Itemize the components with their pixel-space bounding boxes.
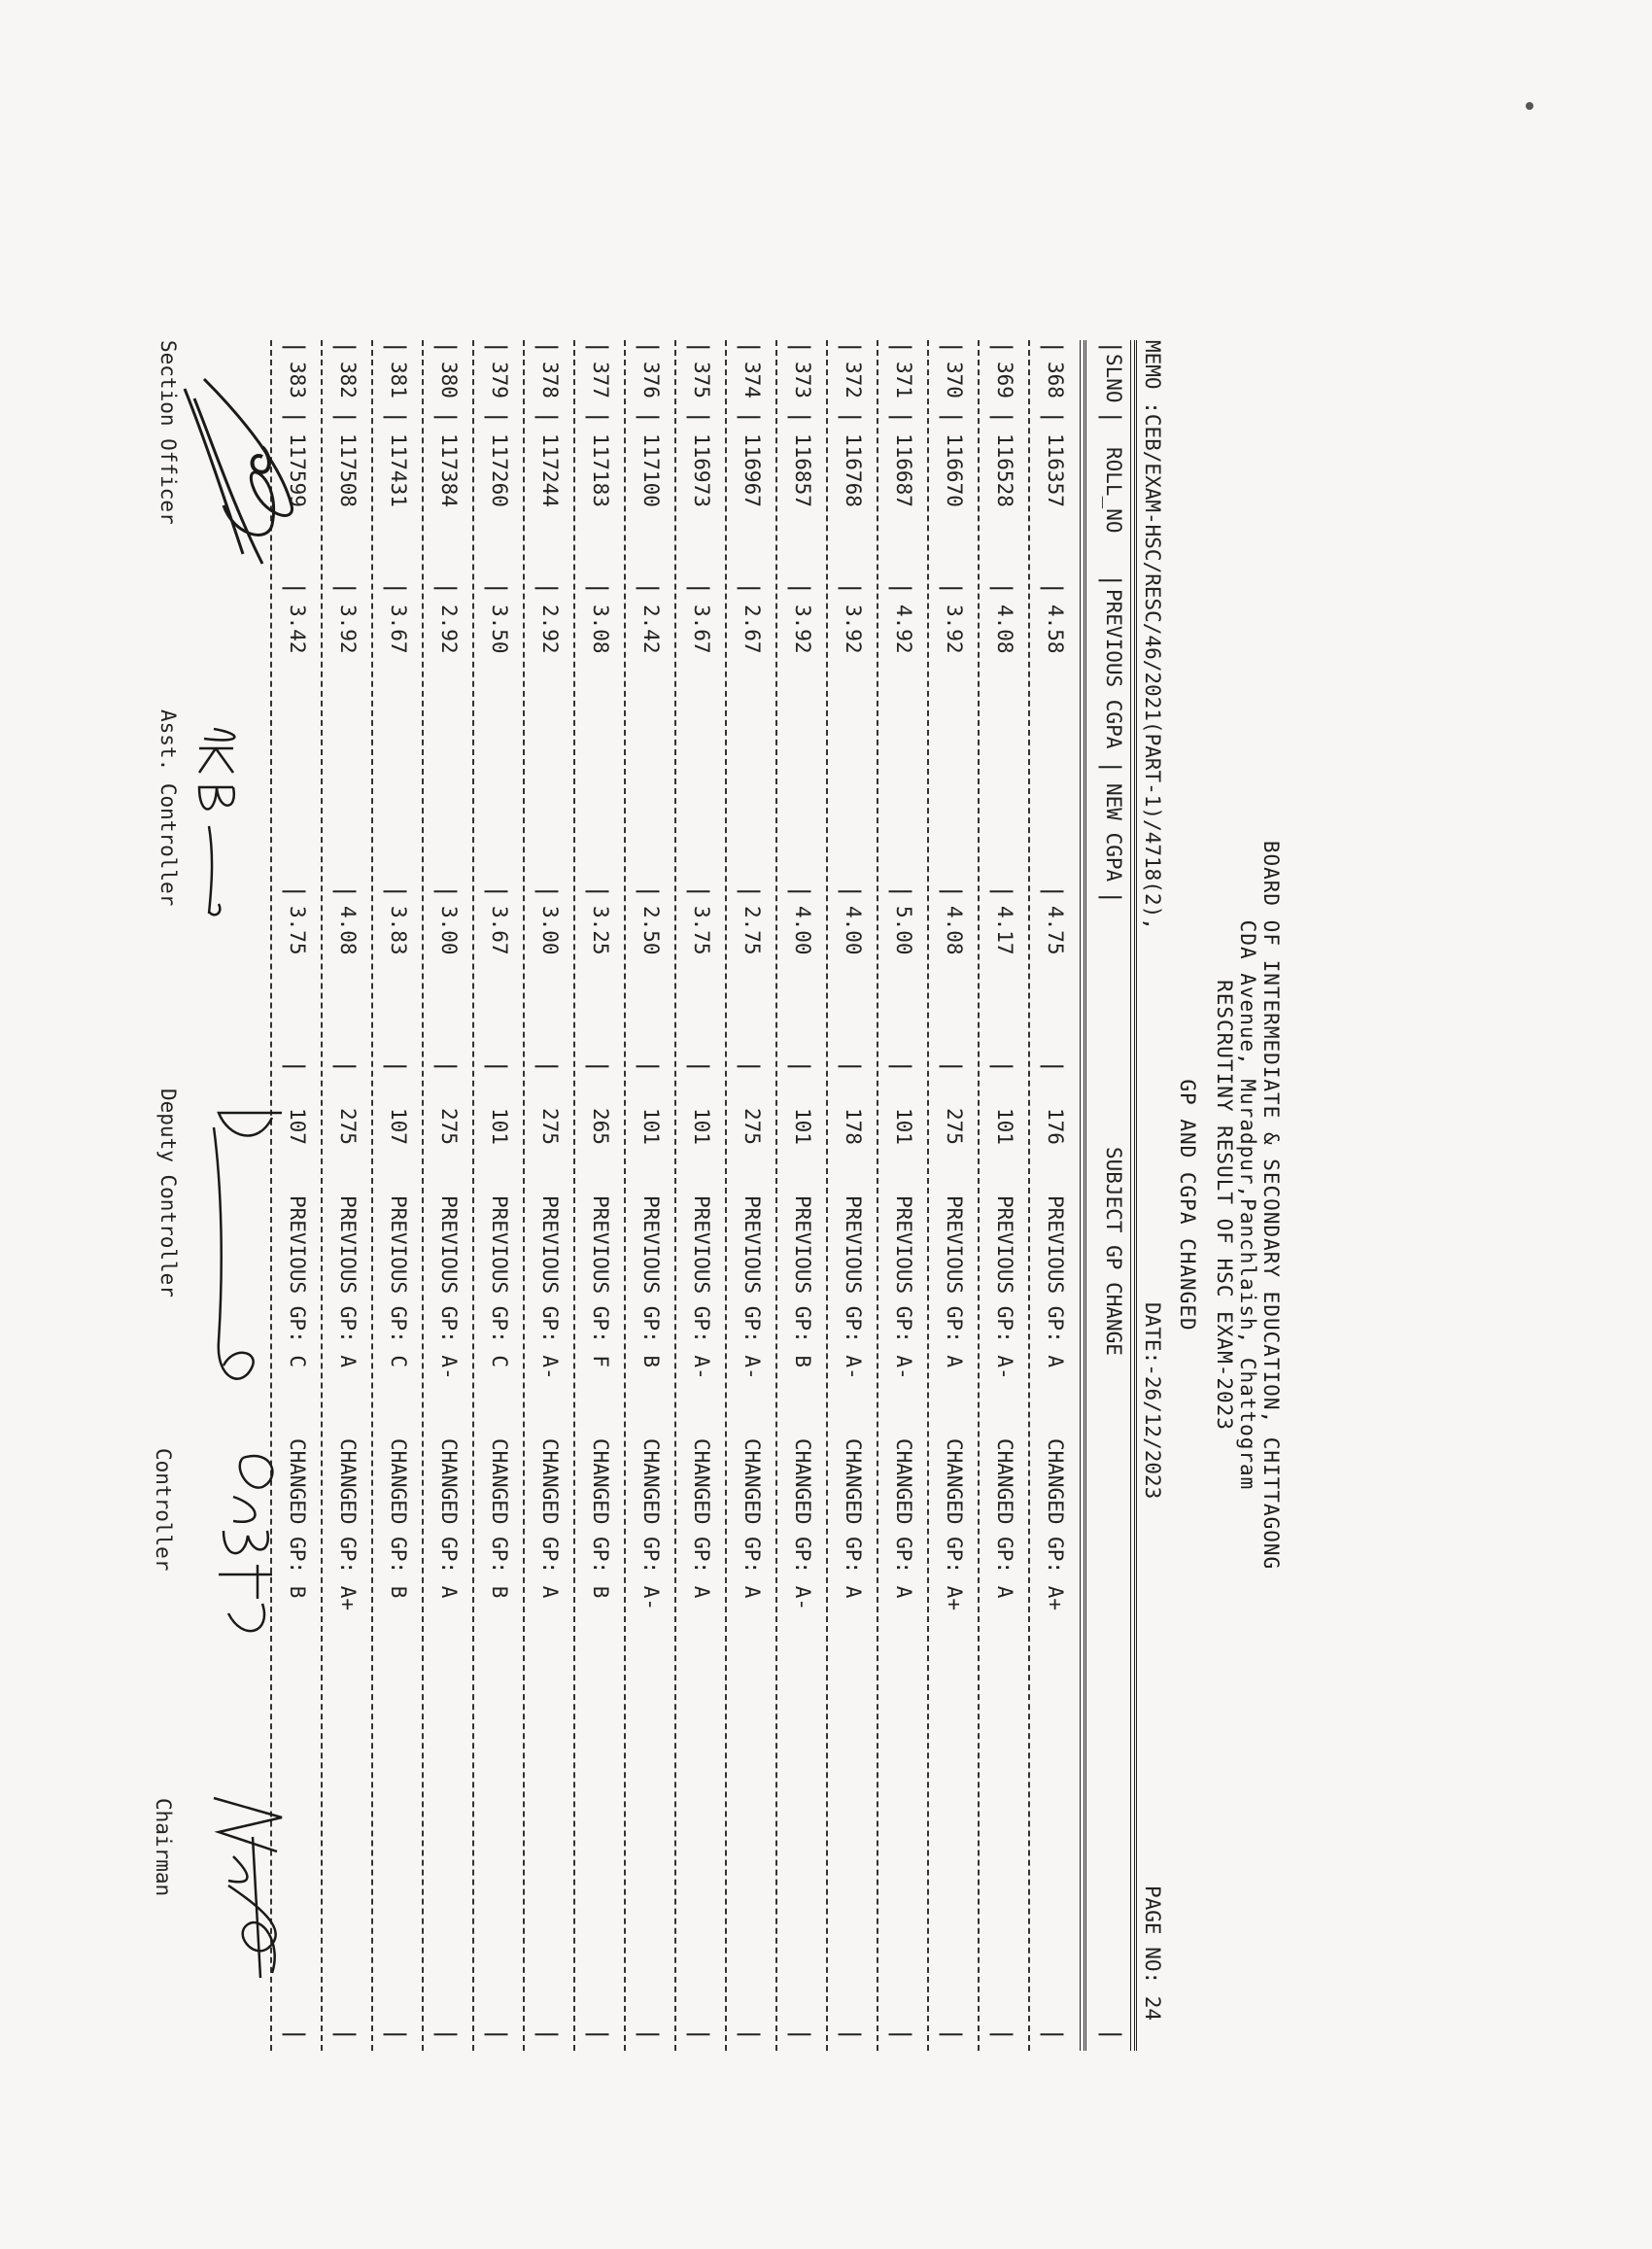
row-changed-gp: CHANGED GP: A- (639, 1438, 663, 1611)
column-divider: | (282, 581, 309, 596)
row-new-cgpa: 5.00 (892, 906, 915, 955)
column-divider: | (433, 2027, 461, 2042)
column-divider: | (737, 410, 764, 425)
row-divider (674, 340, 676, 2051)
column-divider: | (383, 581, 410, 596)
header-bottom-rule (1080, 340, 1086, 2051)
row-new-cgpa: 2.75 (740, 906, 764, 955)
asst-controller-signature (185, 719, 262, 933)
row-previous-cgpa: 4.08 (993, 605, 1016, 654)
row-divider (877, 340, 878, 2051)
row-subject-code: 101 (488, 1108, 511, 1145)
row-slno: 382 (336, 362, 360, 398)
row-divider (775, 340, 777, 2051)
row-new-cgpa: 3.00 (437, 906, 461, 955)
row-roll-no: 117431 (387, 433, 410, 507)
row-previous-cgpa: 3.92 (791, 605, 814, 654)
row-changed-gp: CHANGED GP: A+ (336, 1438, 360, 1611)
row-subject-code: 275 (336, 1108, 360, 1145)
row-new-cgpa: 3.83 (387, 906, 410, 955)
column-divider: | (1040, 1059, 1067, 1074)
row-previous-cgpa: 4.92 (892, 605, 915, 654)
column-divider: | (838, 340, 865, 355)
column-divider: | (888, 581, 915, 596)
board-title: BOARD OF INTERMEDIATE & SECONDARY EDUCATION, CHITTAGONG (1259, 840, 1283, 1571)
row-previous-gp: PREVIOUS GP: A- (538, 1195, 562, 1380)
column-divider: | (1040, 581, 1067, 596)
row-roll-no: 117100 (639, 433, 663, 507)
column-divider: | (686, 410, 713, 425)
column-divider: | (332, 1059, 360, 1074)
row-previous-gp: PREVIOUS GP: C (387, 1195, 410, 1368)
section-officer-signature (175, 360, 321, 583)
chairman-signature (185, 1779, 311, 1992)
row-subject-code: 176 (1044, 1108, 1067, 1145)
column-divider: | (939, 410, 966, 425)
row-previous-gp: PREVIOUS GP: F (589, 1195, 612, 1368)
row-changed-gp: CHANGED GP: B (286, 1438, 309, 1599)
row-divider (321, 340, 323, 2051)
page-subtitle: GP AND CGPA CHANGED (1176, 1079, 1199, 1332)
column-divider: | (433, 1059, 461, 1074)
column-divider: | (636, 884, 663, 899)
column-divider: | (433, 340, 461, 355)
row-subject-code: 107 (286, 1108, 309, 1145)
row-previous-cgpa: 3.92 (943, 605, 966, 654)
row-slno: 376 (639, 362, 663, 398)
column-divider: | (433, 884, 461, 899)
column-divider: | (534, 1059, 562, 1074)
col-subject-gp: SUBJECT GP CHANGE (1102, 1147, 1125, 1356)
column-divider: | (737, 884, 764, 899)
row-previous-gp: PREVIOUS GP: A (1044, 1195, 1067, 1368)
row-previous-cgpa: 3.42 (286, 605, 309, 654)
table-row (527, 340, 562, 2051)
column-divider: | (737, 340, 764, 355)
column-divider: | (838, 1059, 865, 1074)
row-new-cgpa: 3.75 (286, 906, 309, 955)
row-slno: 379 (488, 362, 511, 398)
row-slno: 370 (943, 362, 966, 398)
column-divider: | (787, 340, 814, 355)
row-new-cgpa: 4.08 (336, 906, 360, 955)
column-divider: | (332, 340, 360, 355)
column-divider: | (888, 410, 915, 425)
row-changed-gp: CHANGED GP: A+ (943, 1438, 966, 1611)
column-divider: | (838, 410, 865, 425)
column-divider: | (585, 410, 612, 425)
row-new-cgpa: 2.50 (639, 906, 663, 955)
column-divider: | (939, 340, 966, 355)
column-divider: | (989, 2027, 1016, 2042)
row-previous-cgpa: 2.42 (639, 605, 663, 654)
row-new-cgpa: 4.17 (993, 906, 1016, 955)
row-roll-no: 116670 (943, 433, 966, 507)
row-previous-gp: PREVIOUS GP: A (943, 1195, 966, 1368)
table-row (880, 340, 915, 2051)
column-divider: | (888, 884, 915, 899)
column-divider: | (484, 581, 511, 596)
column-divider: | (636, 410, 663, 425)
row-divider (422, 340, 424, 2051)
row-previous-cgpa: 3.92 (336, 605, 360, 654)
column-divider: | (939, 1059, 966, 1074)
column-divider: | (888, 340, 915, 355)
row-slno: 371 (892, 362, 915, 398)
row-roll-no: 116528 (993, 433, 1016, 507)
row-subject-code: 101 (690, 1108, 713, 1145)
column-divider: | (838, 2027, 865, 2042)
column-divider: | (939, 884, 966, 899)
row-changed-gp: CHANGED GP: B (589, 1438, 612, 1599)
table-row (729, 340, 764, 2051)
column-divider: | (636, 340, 663, 355)
row-changed-gp: CHANGED GP: A (538, 1438, 562, 1599)
row-divider (978, 340, 980, 2051)
col-roll: ROLL_NO (1102, 447, 1125, 534)
row-roll-no: 116967 (740, 433, 764, 507)
column-divider: | (282, 340, 309, 355)
row-roll-no: 117508 (336, 433, 360, 507)
column-divider: | (1040, 410, 1067, 425)
row-changed-gp: CHANGED GP: A- (791, 1438, 814, 1611)
row-slno: 375 (690, 362, 713, 398)
row-roll-no: 117244 (538, 433, 562, 507)
column-divider: | (433, 581, 461, 596)
row-previous-gp: PREVIOUS GP: A- (690, 1195, 713, 1380)
column-divider: | (787, 2027, 814, 2042)
column-divider: | (282, 884, 309, 899)
table-row (426, 340, 461, 2051)
column-divider: | (433, 410, 461, 425)
row-previous-cgpa: 3.92 (842, 605, 865, 654)
column-divider: | (737, 2027, 764, 2042)
column-divider: | (888, 2027, 915, 2042)
row-previous-gp: PREVIOUS GP: B (791, 1195, 814, 1368)
column-divider: | (383, 2027, 410, 2042)
row-changed-gp: CHANGED GP: A (740, 1438, 764, 1599)
table-row (779, 340, 814, 2051)
column-divider: | (737, 1059, 764, 1074)
memo-date: DATE:-26/12/2023 (1141, 1302, 1164, 1500)
column-divider: | (787, 1059, 814, 1074)
row-divider (371, 340, 373, 2051)
column-divider: | (888, 1059, 915, 1074)
row-divider (826, 340, 828, 2051)
row-subject-code: 275 (740, 1108, 764, 1145)
column-divider: | (787, 884, 814, 899)
column-divider: | (989, 410, 1016, 425)
row-divider (624, 340, 626, 2051)
column-divider: | (686, 884, 713, 899)
column-divider: | (636, 2027, 663, 2042)
result-title: RESCRUTINY RESULT OF HSC EXAM-2023 (1213, 980, 1236, 1431)
row-slno: 372 (842, 362, 865, 398)
row-roll-no: 116768 (842, 433, 865, 507)
row-changed-gp: CHANGED GP: A (993, 1438, 1016, 1599)
row-slno: 380 (437, 362, 461, 398)
section-officer-label: Section Officer (156, 340, 180, 525)
deputy-controller-signature (185, 1098, 311, 1419)
column-divider: | (838, 581, 865, 596)
table-row (678, 340, 713, 2051)
row-new-cgpa: 3.25 (589, 906, 612, 955)
row-divider (725, 340, 727, 2051)
column-divider: | (383, 340, 410, 355)
row-new-cgpa: 3.75 (690, 906, 713, 955)
column-divider: | (534, 581, 562, 596)
row-subject-code: 178 (842, 1108, 865, 1145)
row-previous-gp: PREVIOUS GP: C (488, 1195, 511, 1368)
column-divider: | (282, 410, 309, 425)
table-row (577, 340, 612, 2051)
row-changed-gp: CHANGED GP: A (690, 1438, 713, 1599)
row-previous-cgpa: 3.67 (387, 605, 410, 654)
row-subject-code: 101 (892, 1108, 915, 1145)
column-divider: | (282, 1059, 309, 1074)
column-divider: | (332, 2027, 360, 2042)
column-divider: | (636, 1059, 663, 1074)
column-divider: | (989, 884, 1016, 899)
row-roll-no: 117384 (437, 433, 461, 507)
column-divider: | (737, 581, 764, 596)
row-roll-no: 117599 (286, 433, 309, 507)
table-row (325, 340, 360, 2051)
row-divider (1028, 340, 1030, 2051)
row-previous-cgpa: 3.67 (690, 605, 713, 654)
row-previous-cgpa: 2.67 (740, 605, 764, 654)
row-slno: 377 (589, 362, 612, 398)
row-subject-code: 275 (437, 1108, 461, 1145)
column-divider: | (332, 884, 360, 899)
rotated-document (126, 340, 1390, 2070)
row-roll-no: 117260 (488, 433, 511, 507)
row-roll-no: 117183 (589, 433, 612, 507)
row-roll-no: 116857 (791, 433, 814, 507)
memo-reference: MEMO :CEB/EXAM-HSC/RESC/46/2021(PART-1)/4718(2), (1141, 340, 1164, 930)
column-divider: | (484, 2027, 511, 2042)
row-previous-gp: PREVIOUS GP: A- (993, 1195, 1016, 1380)
column-divider: | (1040, 2027, 1067, 2042)
col-new-cgpa: NEW CGPA (1102, 783, 1125, 882)
column-divider: | (989, 340, 1016, 355)
board-address: CDA Avenue, Muradpur,Panchlaish, Chattogram (1236, 919, 1259, 1491)
column-divider: | (939, 2027, 966, 2042)
column-divider: | (585, 581, 612, 596)
row-roll-no: 116973 (690, 433, 713, 507)
column-divider: | (534, 340, 562, 355)
table-row (1032, 340, 1067, 2051)
row-slno: 368 (1044, 362, 1067, 398)
column-divider: | (686, 2027, 713, 2042)
column-divider: | (383, 410, 410, 425)
row-subject-code: 275 (943, 1108, 966, 1145)
table-row (981, 340, 1016, 2051)
column-divider: | (484, 340, 511, 355)
row-divider (523, 340, 525, 2051)
column-divider: | (534, 410, 562, 425)
row-previous-gp: PREVIOUS GP: A (336, 1195, 360, 1368)
column-divider: | (534, 884, 562, 899)
column-divider: | (585, 1059, 612, 1074)
column-divider: | (484, 410, 511, 425)
column-divider: | (534, 2027, 562, 2042)
row-subject-code: 101 (639, 1108, 663, 1145)
column-divider: | (383, 884, 410, 899)
row-slno: 373 (791, 362, 814, 398)
column-divider: | (838, 884, 865, 899)
column-divider: | (989, 1059, 1016, 1074)
column-divider: | (686, 581, 713, 596)
deputy-controller-label: Deputy Controller (156, 1089, 180, 1298)
column-divider: | (484, 1059, 511, 1074)
row-roll-no: 116687 (892, 433, 915, 507)
table-row (830, 340, 865, 2051)
controller-signature (194, 1438, 301, 1662)
row-previous-cgpa: 3.50 (488, 605, 511, 654)
row-subject-code: 101 (791, 1108, 814, 1145)
col-slno: SLNO (1102, 354, 1125, 403)
table-row (476, 340, 511, 2051)
row-new-cgpa: 3.67 (488, 906, 511, 955)
column-divider: | (585, 884, 612, 899)
row-previous-gp: PREVIOUS GP: C (286, 1195, 309, 1368)
row-slno: 381 (387, 362, 410, 398)
column-divider: | (282, 2027, 309, 2042)
column-divider: | (585, 340, 612, 355)
column-divider: | (686, 1059, 713, 1074)
row-divider (472, 340, 474, 2051)
page-number: PAGE NO: 24 (1141, 1886, 1164, 2022)
row-previous-cgpa: 2.92 (437, 605, 461, 654)
row-previous-gp: PREVIOUS GP: B (639, 1195, 663, 1368)
row-previous-cgpa: 2.92 (538, 605, 562, 654)
row-slno: 378 (538, 362, 562, 398)
row-changed-gp: CHANGED GP: A (892, 1438, 915, 1599)
column-divider: | (787, 581, 814, 596)
header-rule (1130, 340, 1137, 2051)
row-previous-cgpa: 4.58 (1044, 605, 1067, 654)
row-previous-gp: PREVIOUS GP: A- (437, 1195, 461, 1380)
row-slno: 374 (740, 362, 764, 398)
row-subject-code: 275 (538, 1108, 562, 1145)
column-divider: | (636, 581, 663, 596)
controller-label: Controller (152, 1448, 175, 1572)
table-row (628, 340, 663, 2051)
row-previous-cgpa: 3.08 (589, 605, 612, 654)
table-row (375, 340, 410, 2051)
row-changed-gp: CHANGED GP: B (488, 1438, 511, 1599)
row-new-cgpa: 3.00 (538, 906, 562, 955)
column-divider: | (1040, 884, 1067, 899)
asst-controller-label: Asst. Controller (156, 709, 180, 907)
row-slno: 383 (286, 362, 309, 398)
column-divider: | (585, 2027, 612, 2042)
column-divider: | (332, 410, 360, 425)
row-changed-gp: CHANGED GP: A (842, 1438, 865, 1599)
column-divider: | (989, 581, 1016, 596)
row-new-cgpa: 4.00 (842, 906, 865, 955)
table-header: | SLNO | ROLL_NO | PREVIOUS CGPA | NEW CGPA | SUBJECT GP CHANGE | (1098, 340, 1125, 2042)
column-divider: | (787, 410, 814, 425)
row-new-cgpa: 4.75 (1044, 906, 1067, 955)
row-divider (573, 340, 575, 2051)
row-subject-code: 107 (387, 1108, 410, 1145)
column-divider: | (939, 581, 966, 596)
row-subject-code: 101 (993, 1108, 1016, 1145)
row-changed-gp: CHANGED GP: A (437, 1438, 461, 1599)
row-previous-gp: PREVIOUS GP: A- (842, 1195, 865, 1380)
row-previous-gp: PREVIOUS GP: A- (892, 1195, 915, 1380)
chairman-label: Chairman (152, 1798, 175, 1897)
row-slno: 369 (993, 362, 1016, 398)
column-divider: | (383, 1059, 410, 1074)
row-subject-code: 265 (589, 1108, 612, 1145)
row-new-cgpa: 4.00 (791, 906, 814, 955)
column-divider: | (484, 884, 511, 899)
column-divider: | (686, 340, 713, 355)
row-divider (927, 340, 929, 2051)
row-roll-no: 116357 (1044, 433, 1067, 507)
column-divider: | (1040, 340, 1067, 355)
column-divider: | (332, 581, 360, 596)
table-row (931, 340, 966, 2051)
speck-mark (1526, 102, 1533, 110)
col-prev-cgpa: PREVIOUS CGPA (1102, 589, 1125, 749)
row-changed-gp: CHANGED GP: A+ (1044, 1438, 1067, 1611)
row-new-cgpa: 4.08 (943, 906, 966, 955)
row-previous-gp: PREVIOUS GP: A- (740, 1195, 764, 1380)
row-changed-gp: CHANGED GP: B (387, 1438, 410, 1599)
